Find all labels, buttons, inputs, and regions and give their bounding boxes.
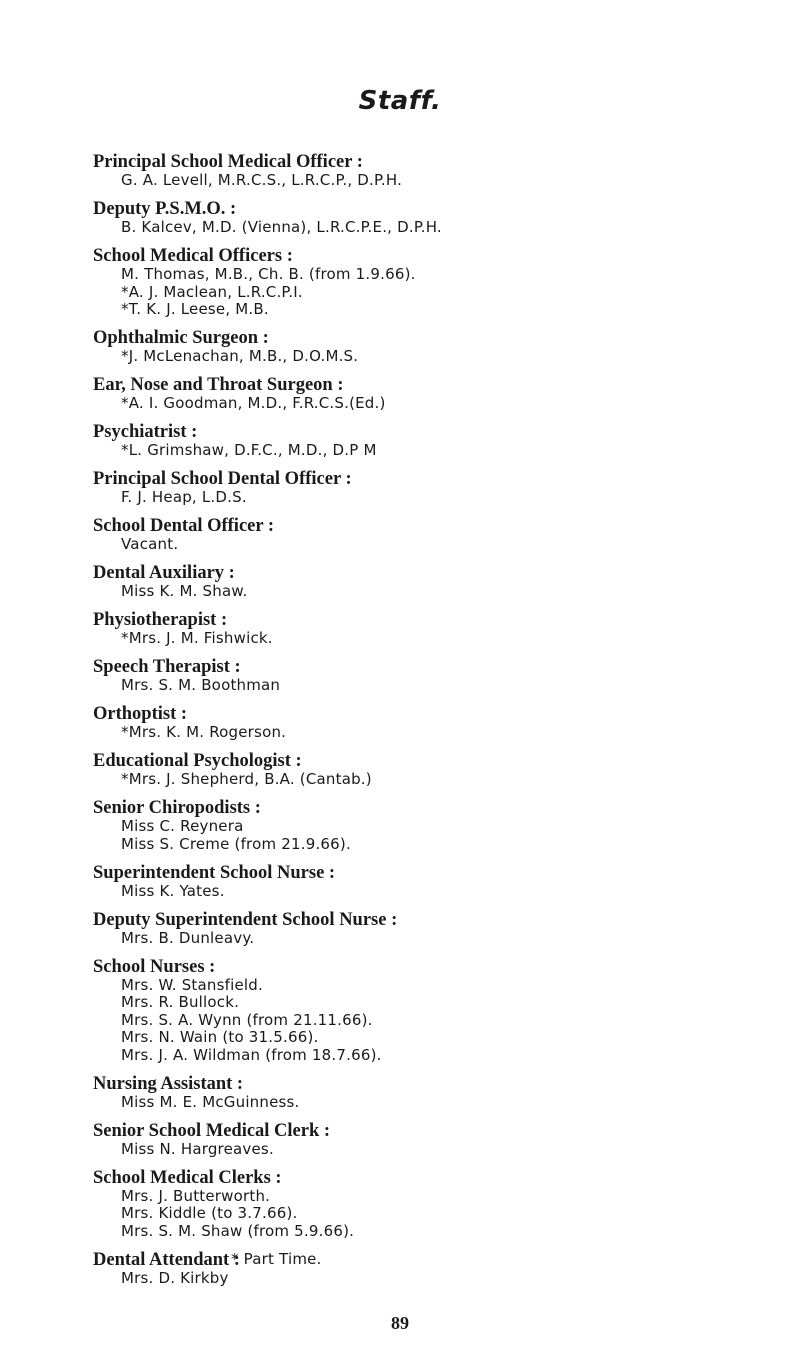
staff-section (93, 1250, 773, 1288)
staff-section (93, 798, 773, 853)
staff-section (93, 422, 773, 460)
staff-section (93, 751, 773, 789)
staff-section (93, 910, 773, 948)
staff-section (93, 1121, 773, 1159)
section-heading: Senior School Medical Clerk : (93, 1120, 331, 1141)
staff-entry: B. Kalcev, M.D. (Vienna), L.R.C.P.E., D.P.H. (121, 218, 442, 236)
staff-section (93, 1168, 773, 1241)
staff-section (93, 957, 773, 1065)
section-entries (121, 930, 773, 948)
staff-entry: Mrs. S. M. Shaw (from 5.9.66). (121, 1221, 355, 1240)
section-entries (121, 348, 773, 366)
section-heading: Orthoptist : (93, 704, 188, 724)
section-entries (121, 395, 773, 413)
staff-entry: Miss C. Reynera (121, 817, 244, 835)
section-entries (121, 266, 773, 319)
section-heading: School Dental Officer : (93, 516, 275, 536)
section-heading: Ophthalmic Surgeon : (93, 328, 269, 348)
staff-section (93, 375, 773, 413)
section-entries (121, 219, 773, 237)
section-entries (121, 977, 773, 1065)
section-heading: Speech Therapist : (93, 657, 241, 677)
section-heading: Educational Psychologist : (93, 751, 302, 771)
staff-entry: *A. J. Maclean, L.R.C.P.I. (121, 282, 303, 301)
section-heading: Deputy Superintendent School Nurse : (93, 909, 398, 930)
staff-entry: Vacant. (121, 535, 179, 553)
staff-entry: Miss S. Creme (from 21.9.66). (121, 834, 351, 853)
staff-entry: *T. K. J. Leese, M.B. (121, 300, 269, 318)
staff-entry: *J. McLenachan, M.B., D.O.M.S. (121, 347, 359, 365)
section-entries (121, 1270, 773, 1288)
section-heading: Ear, Nose and Throat Surgeon : (93, 375, 344, 395)
staff-entry: Mrs. S. M. Boothman (121, 676, 281, 694)
staff-section (93, 246, 773, 319)
section-entries (121, 536, 773, 554)
section-heading: School Medical Officers : (93, 246, 293, 266)
staff-section (93, 704, 773, 742)
staff-entry: Mrs. Kiddle (to 3.7.66). (121, 1204, 298, 1222)
staff-entry: *A. I. Goodman, M.D., F.R.C.S.(Ed.) (121, 394, 386, 412)
section-heading: Dental Attendant : (93, 1249, 240, 1270)
staff-section (93, 469, 773, 507)
staff-entry: Mrs. J. A. Wildman (from 18.7.66). (121, 1045, 382, 1064)
section-entries (121, 677, 773, 695)
section-entries (121, 1094, 773, 1112)
staff-entry: G. A. Levell, M.R.C.S., L.R.C.P., D.P.H. (121, 171, 403, 189)
staff-entry: Mrs. N. Wain (to 31.5.66). (121, 1028, 319, 1046)
section-heading: Principal School Dental Officer : (93, 469, 352, 489)
staff-entry: Mrs. W. Stansfield. (121, 975, 263, 994)
staff-section (93, 610, 773, 648)
staff-entry: Mrs. B. Dunleavy. (121, 928, 255, 947)
section-heading: School Medical Clerks : (93, 1167, 282, 1188)
page-title: Staff. (358, 86, 442, 116)
staff-entry: Miss K. Yates. (121, 881, 225, 900)
section-heading: Physiotherapist : (93, 610, 228, 630)
staff-entry: Miss N. Hargreaves. (121, 1139, 274, 1158)
section-entries (121, 1188, 773, 1241)
staff-entry: M. Thomas, M.B., Ch. B. (from 1.9.66). (121, 265, 416, 283)
section-entries (121, 442, 773, 460)
staff-entry: Mrs. S. A. Wynn (from 21.11.66). (121, 1010, 373, 1029)
staff-section (93, 199, 773, 237)
section-entries (121, 172, 773, 190)
section-heading: School Nurses : (93, 956, 216, 977)
page-number: 89 (391, 1313, 409, 1333)
staff-section (93, 516, 773, 554)
section-heading: Nursing Assistant : (93, 1073, 244, 1094)
section-entries (121, 630, 773, 648)
staff-entry: F. J. Heap, L.D.S. (121, 488, 247, 506)
staff-entry: *Mrs. K. M. Rogerson. (121, 723, 287, 741)
section-entries (121, 818, 773, 853)
section-heading: Psychiatrist : (93, 422, 198, 442)
staff-section (93, 657, 773, 695)
section-entries (121, 883, 773, 901)
section-entries (121, 724, 773, 742)
staff-list (93, 152, 773, 1297)
staff-section (93, 563, 773, 601)
staff-entry: *L. Grimshaw, D.F.C., M.D., D.P M (121, 441, 377, 459)
section-heading: Senior Chiropodists : (93, 798, 261, 818)
footnote: * Part Time. (231, 1250, 322, 1268)
section-entries (121, 489, 773, 507)
staff-entry: *Mrs. J. M. Fishwick. (121, 629, 273, 647)
section-heading: Principal School Medical Officer : (93, 152, 363, 172)
staff-section (93, 863, 773, 901)
section-entries (121, 583, 773, 601)
section-heading: Deputy P.S.M.O. : (93, 199, 237, 219)
staff-section (93, 1074, 773, 1112)
staff-section (93, 328, 773, 366)
staff-entry: Mrs. D. Kirkby (121, 1268, 229, 1287)
staff-entry: Mrs. J. Butterworth. (121, 1186, 271, 1205)
staff-entry: *Mrs. J. Shepherd, B.A. (Cantab.) (121, 770, 372, 788)
staff-entry: Miss M. E. McGuinness. (121, 1092, 300, 1111)
section-heading: Dental Auxiliary : (93, 563, 235, 583)
section-entries (121, 1141, 773, 1159)
staff-entry: Miss K. M. Shaw. (121, 582, 248, 600)
staff-section (93, 152, 773, 190)
section-heading: Superintendent School Nurse : (93, 862, 336, 883)
section-entries (121, 771, 773, 789)
staff-entry: Mrs. R. Bullock. (121, 993, 240, 1011)
